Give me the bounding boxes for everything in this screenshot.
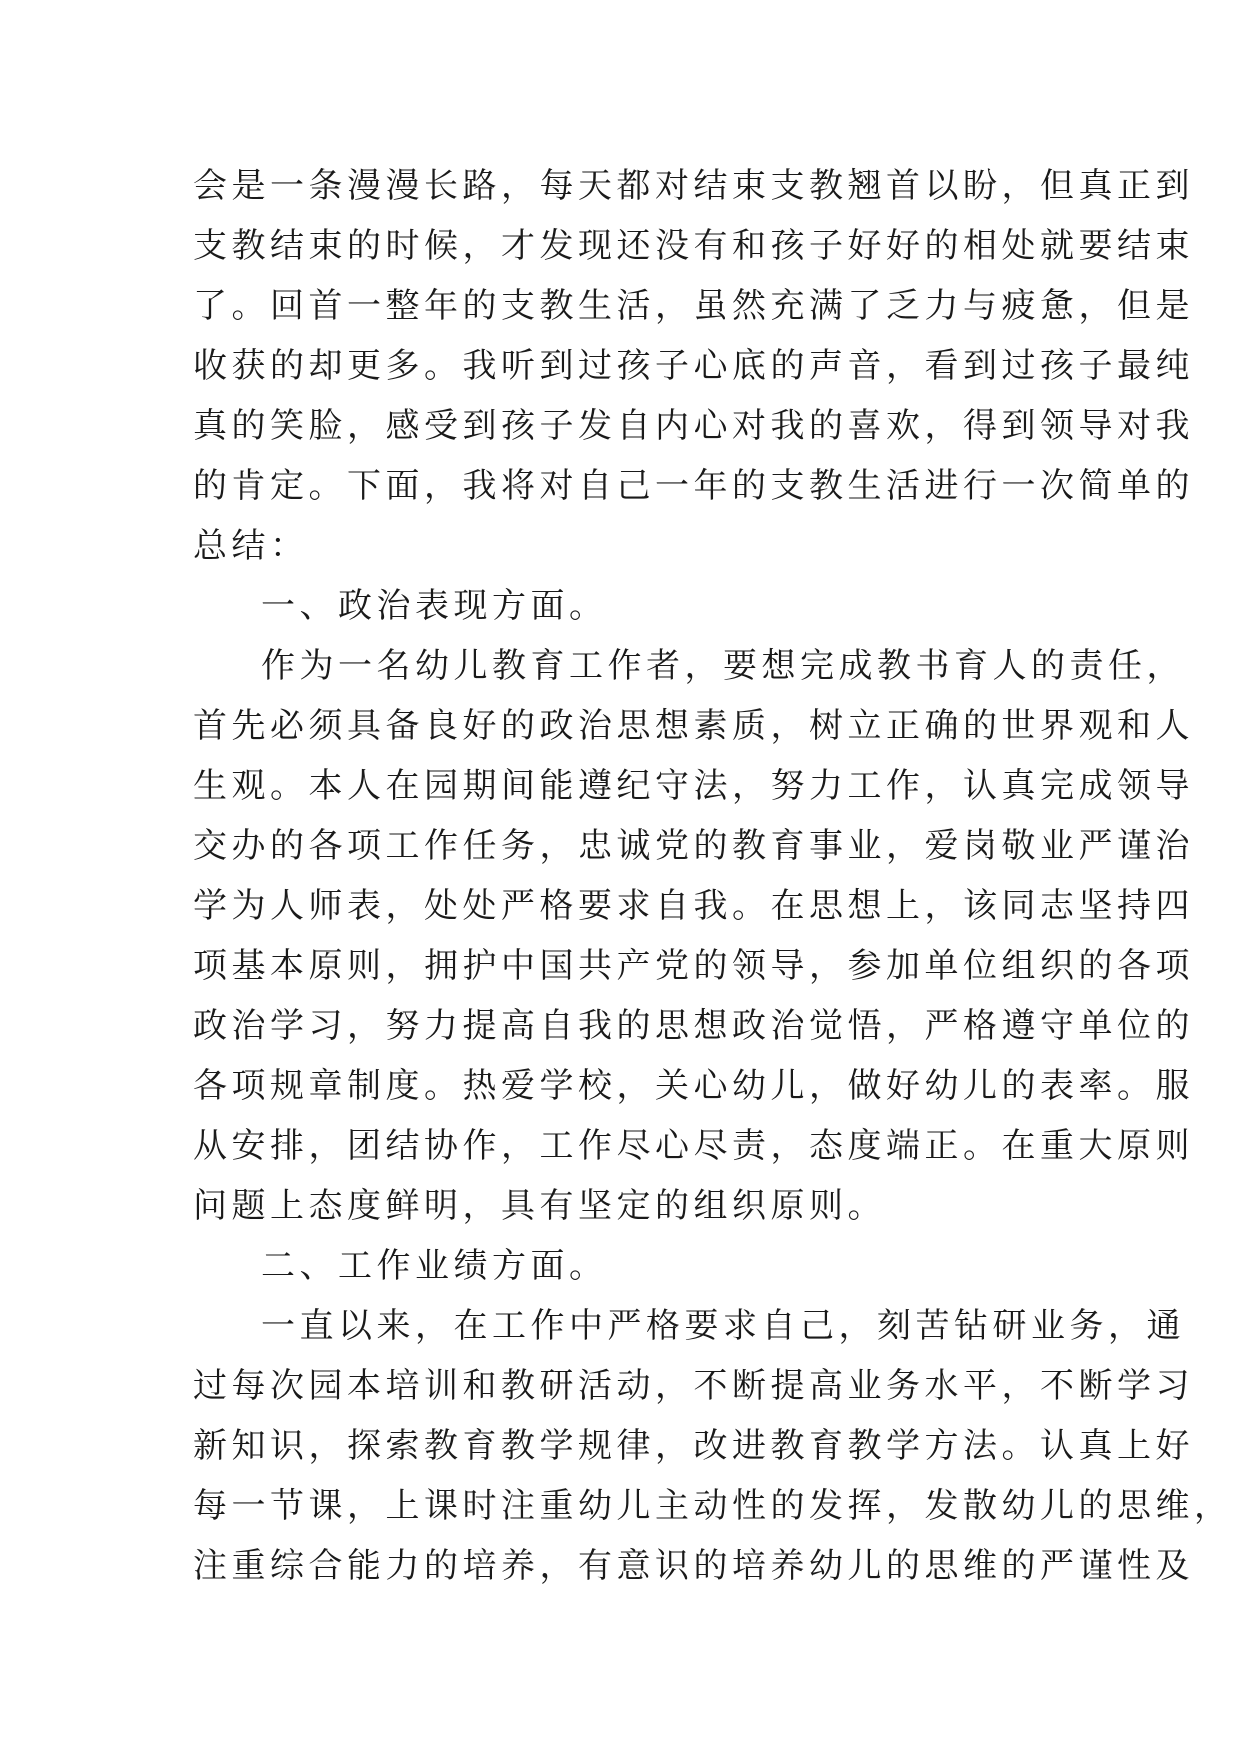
paragraph-line: 总结： <box>193 526 309 566</box>
paragraph-line: 一直以来，在工作中严格要求自己，刻苦钻研业务，通 <box>261 1306 1185 1346</box>
paragraph-line: 项基本原则，拥护中国共产党的领导，参加单位组织的各项 <box>193 946 1194 986</box>
paragraph-line: 学为人师表，处处严格要求自我。在思想上，该同志坚持四 <box>193 886 1194 926</box>
paragraph-line: 的肯定。下面，我将对自己一年的支教生活进行一次简单的 <box>193 466 1194 506</box>
section-heading: 二、工作业绩方面。 <box>261 1246 608 1286</box>
paragraph-line: 首先必须具备良好的政治思想素质，树立正确的世界观和人 <box>193 706 1194 746</box>
paragraph-line: 交办的各项工作任务，忠诚党的教育事业，爱岗敬业严谨治 <box>193 826 1194 866</box>
paragraph-line: 真的笑脸，感受到孩子发自内心对我的喜欢，得到领导对我 <box>193 406 1194 446</box>
section-heading: 一、政治表现方面。 <box>261 586 608 626</box>
paragraph-line: 了。回首一整年的支教生活，虽然充满了乏力与疲惫，但是 <box>193 286 1194 326</box>
paragraph-line: 从安排，团结协作，工作尽心尽责，态度端正。在重大原则 <box>193 1126 1194 1166</box>
paragraph-line: 支教结束的时候，才发现还没有和孩子好好的相处就要结束 <box>193 226 1194 266</box>
paragraph-line: 问题上态度鲜明，具有坚定的组织原则。 <box>193 1186 886 1226</box>
paragraph-line: 政治学习，努力提高自我的思想政治觉悟，严格遵守单位的 <box>193 1006 1194 1046</box>
paragraph-line: 生观。本人在园期间能遵纪守法，努力工作，认真完成领导 <box>193 766 1194 806</box>
paragraph-line: 每一节课，上课时注重幼儿主动性的发挥，发散幼儿的思维， <box>193 1486 1233 1526</box>
paragraph-line: 过每次园本培训和教研活动，不断提高业务水平，不断学习 <box>193 1366 1194 1406</box>
paragraph-line: 各项规章制度。热爱学校，关心幼儿，做好幼儿的表率。服 <box>193 1066 1194 1106</box>
paragraph-line: 新知识，探索教育教学规律，改进教育教学方法。认真上好 <box>193 1426 1194 1466</box>
paragraph-line: 作为一名幼儿教育工作者，要想完成教书育人的责任， <box>261 646 1185 686</box>
paragraph-line: 会是一条漫漫长路，每天都对结束支教翘首以盼，但真正到 <box>193 166 1194 206</box>
paragraph-line: 收获的却更多。我听到过孩子心底的声音，看到过孩子最纯 <box>193 346 1194 386</box>
paragraph-line: 注重综合能力的培养，有意识的培养幼儿的思维的严谨性及 <box>193 1546 1194 1586</box>
